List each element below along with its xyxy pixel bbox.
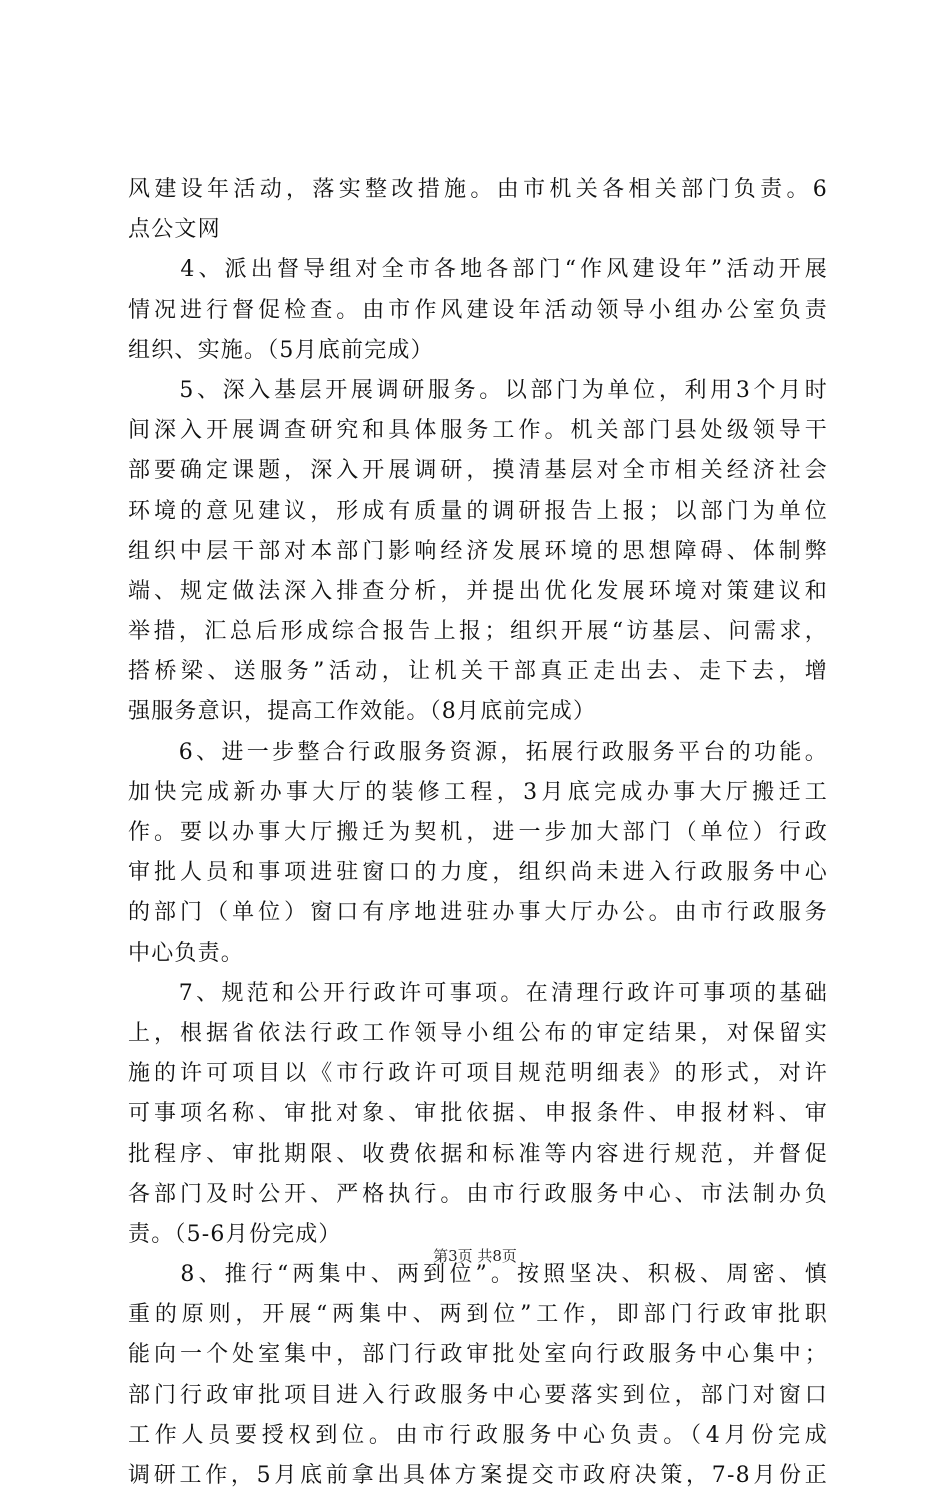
text-line: 8、推行“两集中、两到位”。按照坚决、积极、周密、慎: [128, 1262, 828, 1288]
text-line: 组织、实施。（5月底前完成）: [128, 337, 434, 363]
text-line: 可事项名称、审批对象、审批依据、申报条件、申报材料、审: [128, 1101, 828, 1127]
text-line: 中心负责。: [128, 940, 245, 966]
text-line: 组织中层干部对本部门影响经济发展环境的思想障碍、体制弊: [128, 538, 828, 564]
text-line: 端、规定做法深入排查分析，并提出优化发展环境对策建议和: [128, 578, 828, 604]
text-line: 工作人员要授权到位。由市行政服务中心负责。（4月份完成: [128, 1422, 828, 1448]
page-footer: 第3页 共8页: [433, 1247, 517, 1265]
text-line: 强服务意识，提高工作效能。（8月底前完成）: [128, 699, 597, 725]
text-line: 各部门及时公开、严格执行。由市行政服务中心、市法制办负: [128, 1181, 828, 1207]
document-body: [128, 170, 828, 1496]
text-line: 举措，汇总后形成综合报告上报；组织开展“访基层、问需求，: [128, 619, 828, 645]
text-line: 部要确定课题，深入开展调研，摸清基层对全市相关经济社会: [128, 458, 828, 484]
text-line: 审批人员和事项进驻窗口的力度，组织尚未进入行政服务中心: [128, 860, 828, 886]
text-line: 责。（5-6月份完成）: [128, 1221, 342, 1247]
text-line: 调研工作，5月底前拿出具体方案提交市政府决策，7-8月份正: [128, 1463, 828, 1488]
text-line: 风建设年活动，落实整改措施。由市机关各相关部门负责。6: [128, 177, 828, 202]
text-line: 6、进一步整合行政服务资源，拓展行政服务平台的功能。: [128, 739, 828, 765]
text-line: 施的许可项目以《市行政许可项目规范明细表》的形式，对许: [128, 1061, 828, 1087]
text-line: 环境的意见建议，形成有质量的调研报告上报；以部门为单位: [128, 498, 828, 524]
text-line: 作。要以办事大厅搬迁为契机，进一步加大部门（单位）行政: [128, 820, 828, 845]
text-line: 部门行政审批项目进入行政服务中心要落实到位，部门对窗口: [128, 1382, 828, 1408]
text-line: 重的原则，开展“两集中、两到位”工作，即部门行政审批职: [128, 1302, 828, 1328]
text-line: 能向一个处室集中，部门行政审批处室向行政服务中心集中；: [128, 1342, 828, 1368]
text-line: 5、深入基层开展调研服务。以部门为单位，利用3个月时: [128, 377, 828, 403]
text-line: 上，根据省依法行政工作领导小组公布的审定结果，对保留实: [128, 1020, 828, 1046]
text-line: 间深入开展调查研究和具体服务工作。机关部门县处级领导干: [128, 418, 828, 444]
text-line: 加快完成新办事大厅的装修工程，3月底完成办事大厅搬迁工: [128, 779, 828, 805]
text-line: 搭桥梁、送服务”活动，让机关干部真正走出去、走下去，增: [128, 659, 828, 685]
text-line: 情况进行督促检查。由市作风建设年活动领导小组办公室负责: [128, 297, 828, 323]
text-line: 批程序、审批期限、收费依据和标准等内容进行规范，并督促: [128, 1141, 828, 1167]
text-line: 4、派出督导组对全市各地各部门“作风建设年”活动开展: [128, 257, 828, 283]
text-line: 7、规范和公开行政许可事项。在清理行政许可事项的基础: [128, 980, 828, 1006]
text-line: 的部门（单位）窗口有序地进驻办事大厅办公。由市行政服务: [128, 900, 828, 926]
text-line: 点公文网: [128, 217, 221, 243]
